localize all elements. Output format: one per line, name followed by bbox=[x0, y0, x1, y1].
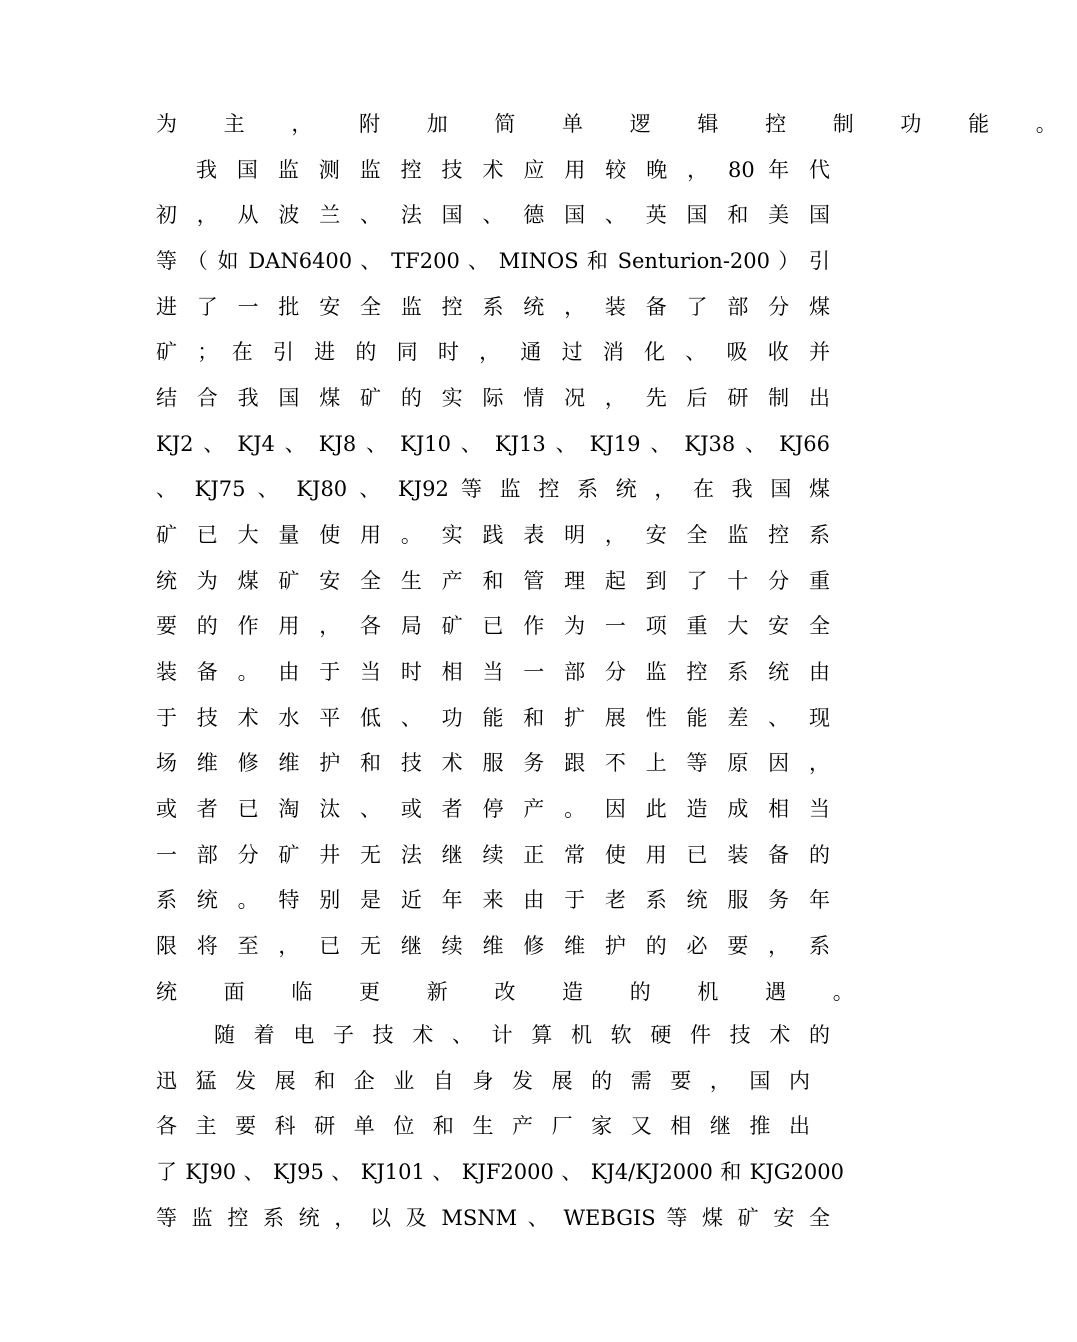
text-line: 或 者 已 淘 汰 、 或 者 停 产 。 因 此 造 成 相 当 bbox=[156, 797, 830, 821]
text-line: 结 合 我 国 煤 矿 的 实 际 情 况 ， 先 后 研 制 出 bbox=[156, 386, 830, 410]
text-line: 等 （ 如 DAN6400 、 TF200 、 MINOS 和 Senturion-200 ） 引 bbox=[156, 249, 830, 273]
text-line: 矿 已 大 量 使 用 。 实 践 表 明 ， 安 全 监 控 系 bbox=[156, 523, 830, 547]
text-line: 限 将 至 ， 已 无 继 续 维 修 维 护 的 必 要 ， 系 bbox=[156, 934, 830, 958]
text-line: 装 备 。 由 于 当 时 相 当 一 部 分 监 控 系 统 由 bbox=[156, 660, 830, 684]
text-line: 迅 猛 发 展 和 企 业 自 身 发 展 的 需 要 ， 国 内 bbox=[156, 1069, 810, 1093]
text-line: 为 主 ， 附 加 简 单 逻 辑 控 制 功 能 。 bbox=[156, 112, 1077, 136]
text-line: 统 为 煤 矿 安 全 生 产 和 管 理 起 到 了 十 分 重 bbox=[156, 569, 830, 593]
text-line: 场 维 修 维 护 和 技 术 服 务 跟 不 上 等 原 因 ， bbox=[156, 751, 830, 775]
text-line: 、 KJ75 、 KJ80 、 KJ92 等 监 控 系 统 ， 在 我 国 煤 bbox=[156, 477, 830, 501]
text-line: 系 统 。 特 别 是 近 年 来 由 于 老 系 统 服 务 年 bbox=[156, 888, 830, 912]
text-line: 等 监 控 系 统 ， 以 及 MSNM 、 WEBGIS 等 煤 矿 安 全 bbox=[156, 1206, 830, 1230]
text-line: 于 技 术 水 平 低 、 功 能 和 扩 展 性 能 差 、 现 bbox=[156, 706, 830, 730]
text-line: 各 主 要 科 研 单 位 和 生 产 厂 家 又 相 继 推 出 bbox=[156, 1114, 810, 1138]
paragraph-end-line: 统 面 临 更 新 改 造 的 机 遇 。 bbox=[156, 980, 874, 1004]
text-line: 初 ， 从 波 兰 、 法 国 、 德 国 、 英 国 和 美 国 bbox=[156, 203, 830, 227]
text-line: 进 了 一 批 安 全 监 控 系 统 ， 装 备 了 部 分 煤 bbox=[156, 295, 830, 319]
paragraph-start-line: 随 着 电 子 技 术 、 计 算 机 软 硬 件 技 术 的 bbox=[214, 1023, 830, 1047]
text-line: 矿 ； 在 引 进 的 同 时 ， 通 过 消 化 、 吸 收 并 bbox=[156, 340, 830, 364]
text-line: 一 部 分 矿 井 无 法 继 续 正 常 使 用 已 装 备 的 bbox=[156, 843, 830, 867]
paragraph-start-line: 我 国 监 测 监 控 技 术 应 用 较 晚 ， 80 年 代 bbox=[196, 158, 830, 182]
text-line: 要 的 作 用 ， 各 局 矿 已 作 为 一 项 重 大 安 全 bbox=[156, 614, 830, 638]
text-line: 了 KJ90 、 KJ95 、 KJ101 、 KJF2000 、 KJ4/KJ2000 和 KJG2000 bbox=[156, 1160, 844, 1184]
text-line: KJ2 、 KJ4 、 KJ8 、 KJ10 、 KJ13 、 KJ19 、 KJ38 、 KJ66 bbox=[156, 432, 830, 456]
